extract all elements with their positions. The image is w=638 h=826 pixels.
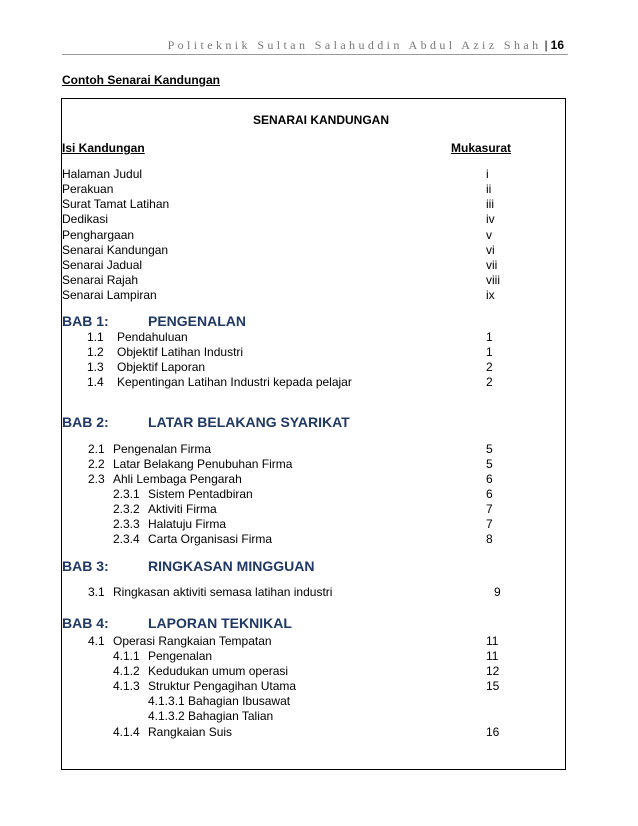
subsection-label: Sistem Pentadbiran (148, 487, 253, 501)
subsection-label: Aktiviti Firma (148, 502, 217, 516)
section-label: Objektif Latihan Industri (117, 345, 244, 359)
page-number: 16 (550, 38, 564, 52)
subsection-label: Kedudukan umum operasi (148, 664, 289, 678)
section-number: 4.1 (88, 634, 105, 648)
section-number: 2.1 (88, 442, 105, 456)
section-number: 2.3 (88, 472, 105, 486)
subsection-label: Struktur Pengagihan Utama (148, 679, 297, 693)
institution-name: Politeknik Sultan Salahuddin Abdul Aziz Shah (167, 38, 542, 52)
section-label: Latar Belakang Penubuhan Firma (113, 457, 293, 471)
subsection-number: 2.3.4 (113, 532, 140, 546)
subsection-number: 4.1.2 (113, 664, 140, 678)
subsection-number: 2.3.3 (113, 517, 140, 531)
subsection-number: 4.1.3 (113, 679, 140, 693)
section-label: Pengenalan Firma (113, 442, 212, 456)
subsection-number: 4.1.1 (113, 649, 140, 663)
subsection-page: 6 (486, 487, 493, 501)
section-page: 5 (486, 457, 493, 471)
prelim-page: i (486, 167, 489, 181)
chapter-title: PENGENALAN (148, 313, 247, 329)
chapter-label: BAB 3: (62, 558, 109, 574)
subsection-label: Carta Organisasi Firma (148, 532, 273, 546)
section-page: 2 (486, 360, 493, 374)
section-page: 1 (486, 330, 493, 344)
section-page: 6 (486, 472, 493, 486)
section-page: 11 (486, 634, 499, 648)
section-number: 1.1 (87, 330, 104, 344)
page-header (168, 38, 564, 53)
header-separator: | (544, 38, 548, 52)
chapter-label: BAB 2: (62, 414, 109, 430)
prelim-label: Dedikasi (62, 212, 109, 226)
chapter-title: LATAR BELAKANG SYARIKAT (148, 414, 350, 430)
toc-title: SENARAI KANDUNGAN (253, 113, 390, 127)
section-number: 1.4 (87, 375, 104, 389)
section-label: Ringkasan aktiviti semasa latihan industri (113, 585, 333, 599)
subsection-number: 4.1.4 (113, 725, 140, 739)
prelim-label: Halaman Judul (62, 167, 143, 181)
subsection-page: 15 (486, 679, 500, 693)
subsection-label: Rangkaian Suis (148, 725, 233, 739)
prelim-page: ii (486, 182, 492, 196)
subsection-number: 2.3.2 (113, 502, 140, 516)
prelim-page: vii (486, 258, 498, 272)
section-page: 2 (486, 375, 493, 389)
prelim-label: Surat Tamat Latihan (62, 197, 170, 211)
subsection-page: 7 (486, 517, 493, 531)
toc-col-right: Mukasurat (451, 141, 512, 155)
prelim-label: Senarai Jadual (62, 258, 143, 272)
chapter-title: RINGKASAN MINGGUAN (148, 558, 315, 574)
prelim-label: Senarai Kandungan (62, 243, 169, 257)
subsection-label: Halatuju Firma (148, 517, 227, 531)
subsection-label: Pengenalan (148, 649, 213, 663)
subsubsection-label: 4.1.3.2 Bahagian Talian (148, 709, 274, 723)
header-rule (62, 54, 568, 55)
chapter-label: BAB 4: (62, 615, 109, 631)
chapter-label: BAB 1: (62, 313, 109, 329)
subsection-page: 12 (486, 664, 500, 678)
subsection-page: 11 (486, 649, 499, 663)
prelim-page: v (486, 228, 492, 242)
subsection-number: 2.3.1 (113, 487, 140, 501)
prelim-page: ix (486, 288, 495, 302)
subsubsection-label: 4.1.3.1 Bahagian Ibusawat (148, 694, 291, 708)
section-label: Ahli Lembaga Pengarah (113, 472, 242, 486)
prelim-label: Penghargaan (62, 228, 135, 242)
section-number: 2.2 (88, 457, 105, 471)
prelim-page: iv (486, 212, 495, 226)
chapter-title: LAPORAN TEKNIKAL (148, 615, 292, 631)
section-number: 1.2 (87, 345, 104, 359)
section-page: 9 (494, 585, 501, 599)
subsection-page: 7 (486, 502, 493, 516)
prelim-label: Senarai Lampiran (62, 288, 157, 302)
toc-col-left: Isi Kandungan (62, 141, 145, 155)
subsection-page: 8 (486, 532, 493, 546)
prelim-label: Perakuan (62, 182, 114, 196)
caption: Contoh Senarai Kandungan (62, 73, 221, 87)
prelim-page: iii (486, 197, 494, 211)
prelim-page: viii (486, 273, 500, 287)
section-label: Kepentingan Latihan Industri kepada pelajar (117, 375, 352, 389)
section-number: 1.3 (87, 360, 104, 374)
section-page: 5 (486, 442, 493, 456)
section-page: 1 (486, 345, 493, 359)
subsection-page: 16 (486, 725, 500, 739)
prelim-page: vi (486, 243, 495, 257)
section-number: 3.1 (88, 585, 105, 599)
section-label: Pendahuluan (117, 330, 188, 344)
prelim-label: Senarai Rajah (62, 273, 139, 287)
section-label: Operasi Rangkaian Tempatan (113, 634, 272, 648)
section-label: Objektif Laporan (117, 360, 206, 374)
